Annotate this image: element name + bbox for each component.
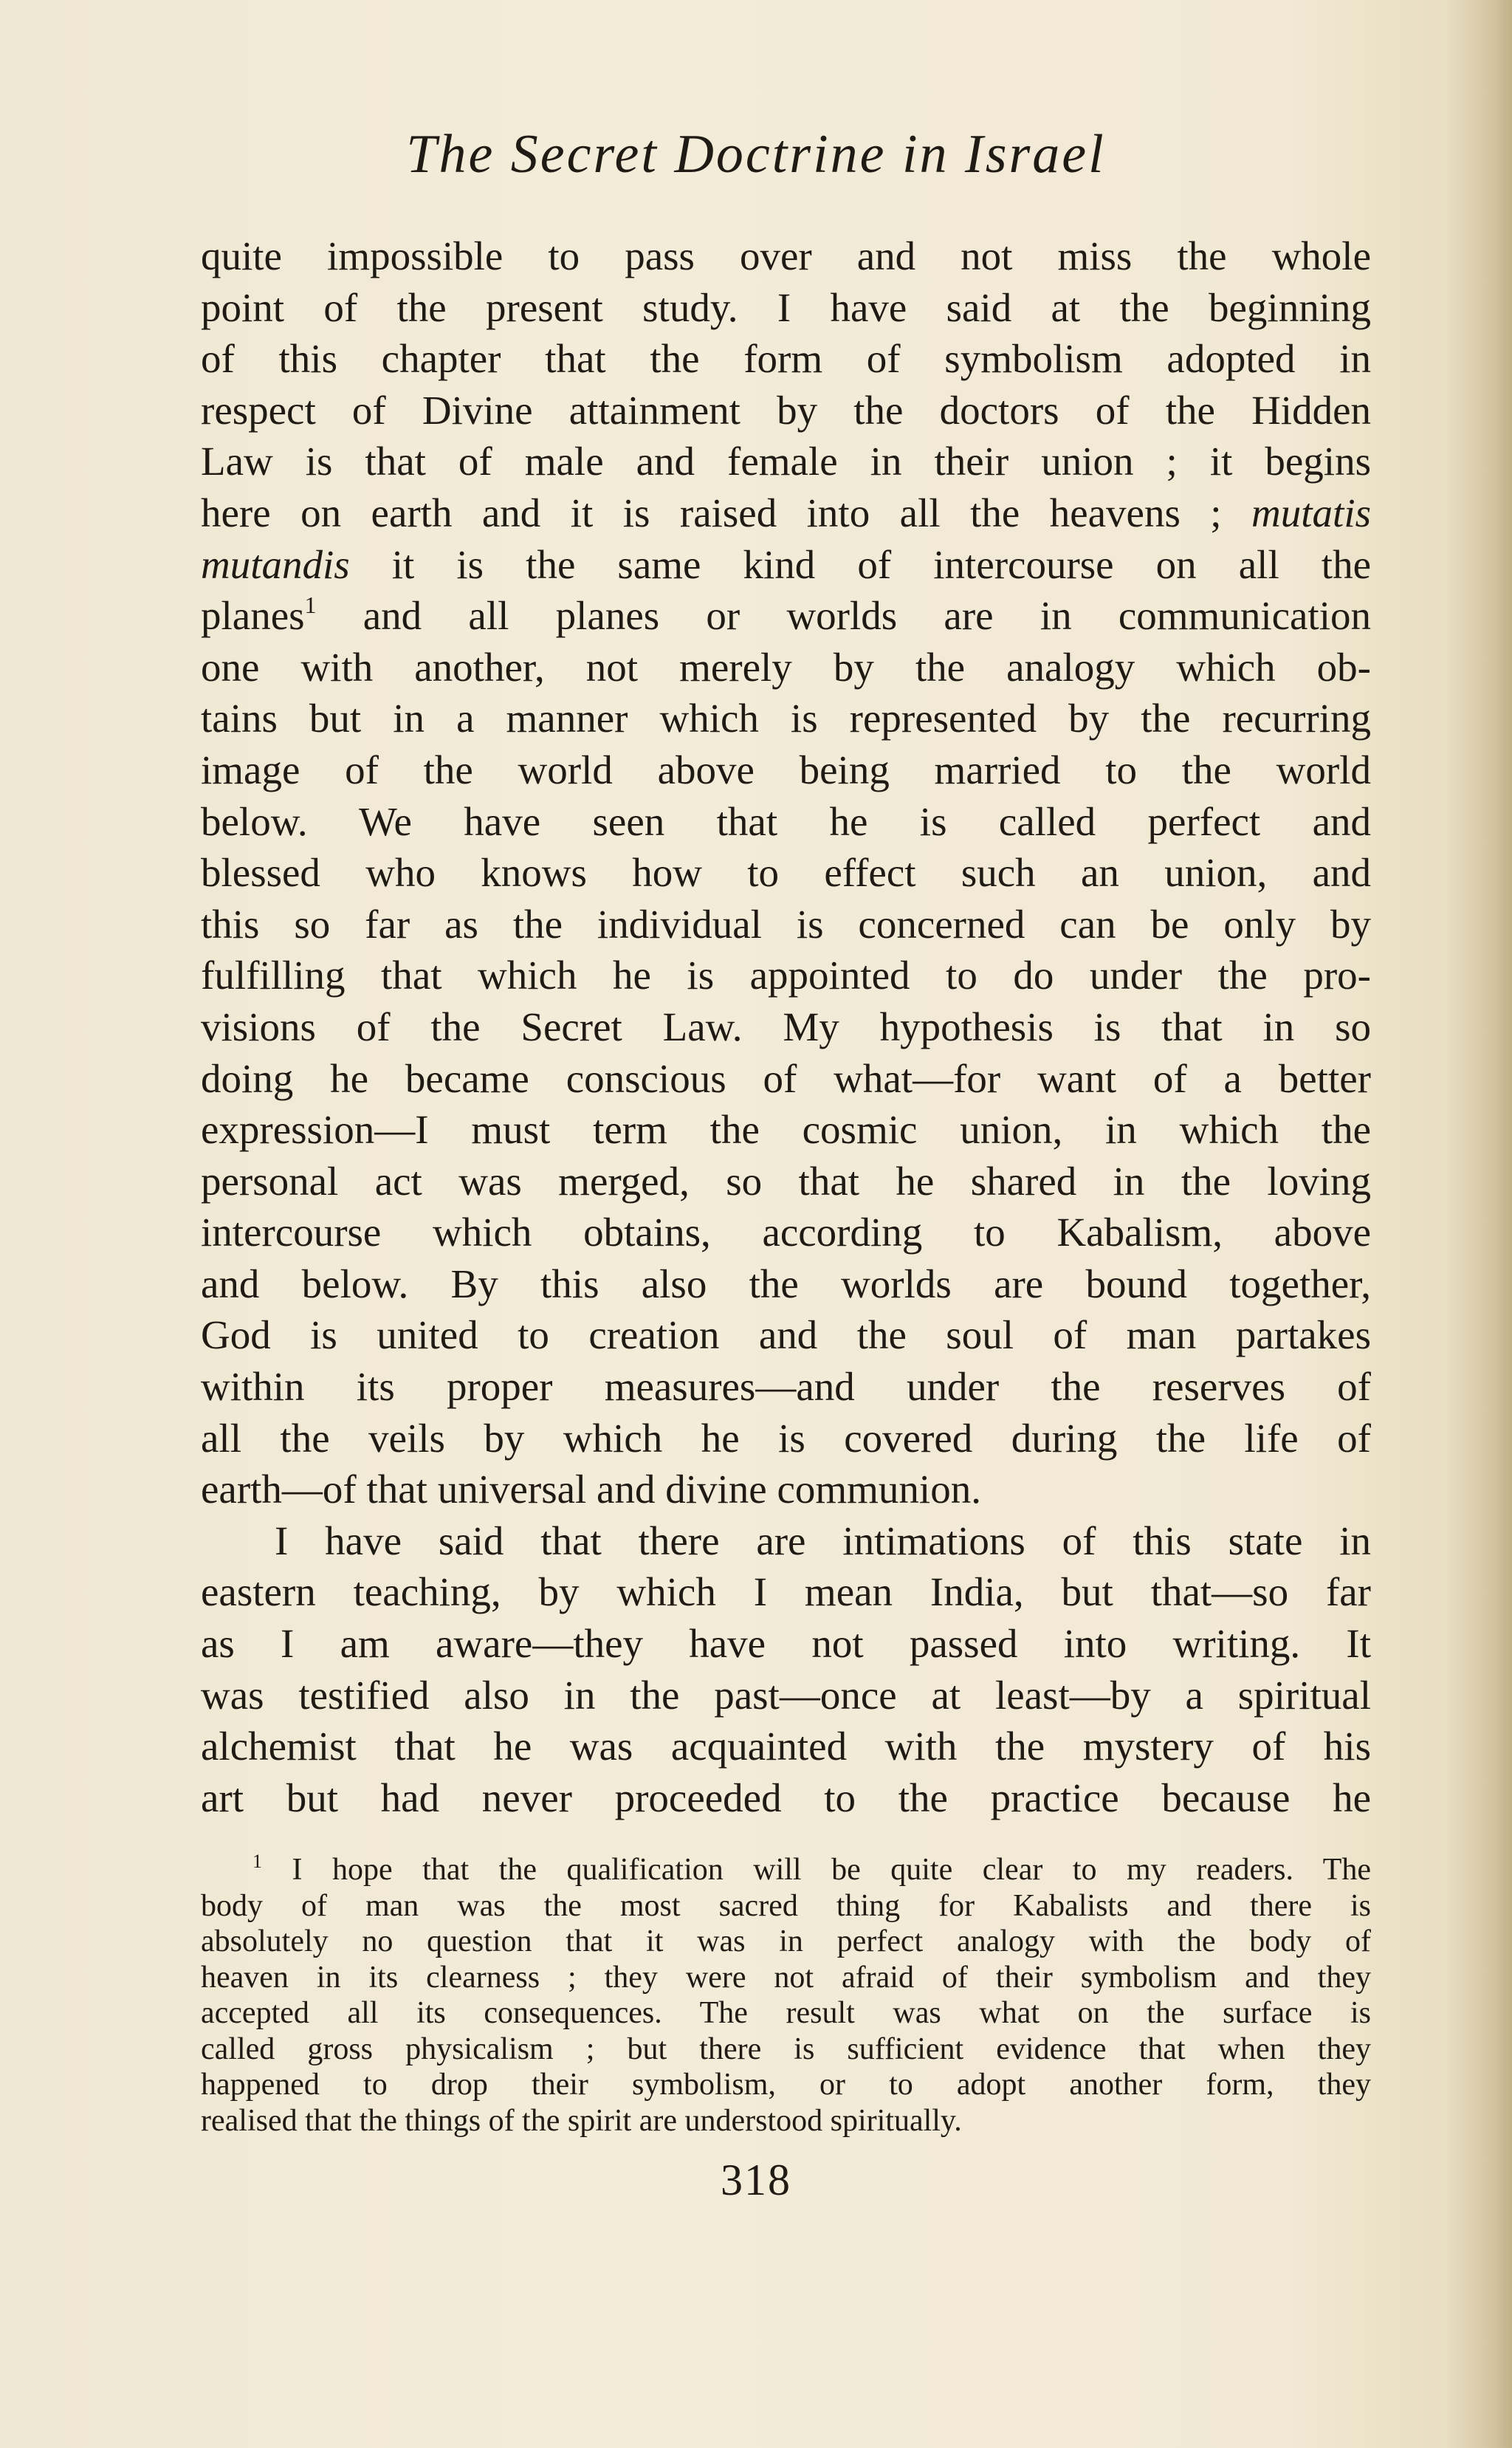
text-line: personal act was merged, so that he shared in the loving (201, 1158, 1371, 1204)
footnote-line: accepted all its consequences. The result was what on the surface is (201, 1996, 1371, 2030)
text-line: earth—of that universal and divine communion. (201, 1467, 981, 1512)
body-text (201, 230, 1371, 1823)
text-line: expression—I must term the cosmic union, in which the (201, 1107, 1371, 1153)
text-line: quite impossible to pass over and not miss the whole (201, 233, 1371, 278)
text-line: was testified also in the past—once at least—by a spiritual (201, 1672, 1371, 1718)
text-line: as I am aware—they have not passed into writing. It (201, 1621, 1371, 1667)
italic-term: mutatis (1251, 490, 1371, 535)
footnote-line: happened to drop their symbolism, or to adopt another form, they (201, 2068, 1371, 2102)
text-line: within its proper measures—and under the reserves of (201, 1364, 1371, 1410)
text-line: this so far as the individual is concerned can be only by (201, 901, 1371, 947)
footnote-text: I hope that the qualification will be quite clear to my readers. The (292, 1853, 1371, 1887)
text-segment: it is the same kind of intercourse on all the (391, 541, 1371, 587)
text-line: art but had never proceeded to the practice because he (201, 1775, 1371, 1820)
text-segment: here on earth and it is raised into all the heavens ; (201, 490, 1222, 535)
text-line: visions of the Secret Law. My hypothesis is that in so (201, 1004, 1371, 1049)
footnote-line (201, 1852, 1371, 1888)
text-line: below. We have seen that he is called perfect and (201, 798, 1371, 844)
text-line: of this chapter that the form of symbolism adopted in (201, 336, 1371, 382)
text-line: blessed who knows how to effect such an union, and (201, 850, 1371, 896)
text-line: eastern teaching, by which I mean India, but that—so far (201, 1569, 1371, 1615)
text-line: Law is that of male and female in their union ; it begins (201, 439, 1371, 484)
footnote-line: absolutely no question that it was in perfect analogy with the body of (201, 1924, 1371, 1958)
text-line: doing he became conscious of what—for want of a better (201, 1055, 1371, 1101)
text-line: and below. By this also the worlds are bound together, (201, 1261, 1371, 1306)
footnote-line: realised that the things of the spirit are understood spiritually. (201, 2103, 962, 2138)
text-line: I have said that there are intimations of this state in (275, 1518, 1371, 1563)
text-line (201, 539, 1371, 591)
footnote (201, 1852, 1371, 2139)
text-line (201, 487, 1371, 539)
text-line: God is united to creation and the soul of man partakes (201, 1312, 1371, 1358)
text-line: alchemist that he was acquainted with the mystery of his (201, 1724, 1371, 1769)
text-line: tains but in a manner which is represented by the recurring (201, 696, 1371, 741)
running-head: The Secret Doctrine in Israel (406, 124, 1106, 185)
text-line: image of the world above being married to the world (201, 747, 1371, 792)
italic-term: mutandis (201, 541, 350, 587)
footnote-line: heaven in its clearness ; they were not afraid of their symbolism and they (201, 1960, 1371, 1995)
text-line: all the veils by which he is covered during the life of (201, 1415, 1371, 1461)
text-line: intercourse which obtains, according to Kabalism, above (201, 1210, 1371, 1255)
page-edge-shadow (1446, 0, 1512, 2448)
text-line (201, 590, 1371, 642)
page-number: 318 (721, 2156, 791, 2204)
footnote-line: called gross physicalism ; but there is sufficient evidence that when they (201, 2032, 1371, 2066)
text-line: one with another, not merely by the analogy which ob- (201, 644, 1371, 690)
text-segment: planes (201, 593, 305, 639)
text-line: point of the present study. I have said at the beginning (201, 284, 1371, 330)
footnote-reference: 1 (304, 592, 317, 619)
footnote-marker: 1 (252, 1852, 262, 1872)
footnote-line: body of man was the most sacred thing for Kabalists and there is (201, 1888, 1371, 1923)
text-line: respect of Divine attainment by the doctors of the Hidden (201, 387, 1371, 433)
text-line: fulfilling that which he is appointed to do under the pro- (201, 953, 1371, 998)
text-segment: and all planes or worlds are in communication (362, 593, 1371, 639)
